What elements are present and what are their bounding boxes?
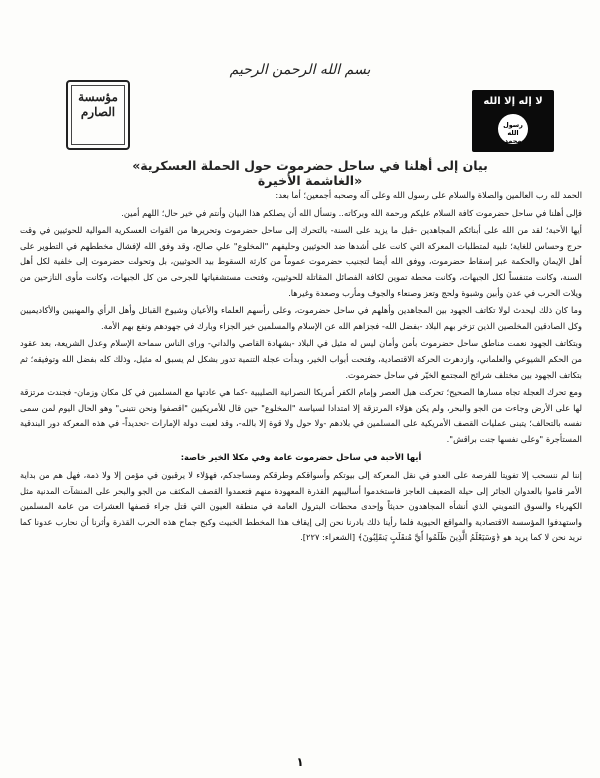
paragraph-7: إننا لم ننسحب إلا تفويتا للفرصة على العدو في نقل المعركة إلى بيوتكم وأسواقكم وطرقكم ومساجدكم، فهؤلاء لا يرقبون في مؤمن إلا ولا ذمة، فهل هم من بداية الأمر قاموا بالعدوان الجائر إلى حيلة الضعيف العاجز فاستخدموا أساليبهم القذرة المعهودة منهم فتعمدوا القصف المكثف من الجو والبحر على المنشآت المدنية مثل الكهرباء والسوق التمويني الذي أنشأه المجاهدون حديثاً وإحدى محطات البترول العامة في منطقة العيون التي قتل جراء قصفها العشرات من عامة المسلمين واستهدفوا المؤسسة الاقتصادية والمواقع الحيوية فلما رأينا ذلك بادرنا نحن إلى إيقاف هذا المخطط الخبيث وكبح جماح هذه الحرب القذرة وأثرنا أن نحارب عدونا كما نريد نحن لا كما يريد هو ﴿وَسَيَعْلَمُ الَّذِينَ ظَلَمُوا أَيَّ مُنقَلَبٍ يَنقَلِبُونَ﴾ [الشعراء: ٢٢٧]. xyxy=(20,470,582,543)
paragraph-2: فإلى أهلنا في ساحل حضرموت كافة السلام عليكم ورحمة الله وبركاته.. ونسأل الله أن يصلكم هذا البيان وأنتم في خير حال؛ اللهم أمين. xyxy=(121,207,582,218)
paragraph-4: وما كان ذلك ليحدث لولا تكاتف الجهود بين المجاهدين وأهلهم في ساحل حضرموت، وعلى رأسهم العلماء والأعيان وشيوخ القبائل وأهل الرأي والمهنيين والأكاديميين وكل الصادقين المخلصين الذين تزخر بهم البلاد -بفضل الله- فجزاهم الله عن الإسلام والمسلمين خير الجزاء وبارك في جهودهم ونفع بهم الأمة. xyxy=(20,305,582,331)
paragraph-3: أيها الأحبة؛ لقد من الله على أبنائكم المجاهدين -قبل ما يزيد على السنة- بالتحرك إلى ساحل حضرموت وتحريرها من القوات العسكرية الموالية للحوثيين في وقت حرج وحساس للغاية؛ تلبية لمتطلبات المعركة التي كانت على أشدها ضد الحوثيين وحليفهم "المخلوع" علي صالح، وقد وفق الله لإفشال مخططهم في التطوير على أهل الإيمان والحكمة عبر إسقاط حضرموت، ووفق الله أيضا لتجنيب حضرموت عموماً من كارثة السقوط بيد الحوثيين، بل وتحولت حضرموت إلى خلفية لكل أهل السنة، وكانت متنفساً لكل الجبهات، وكانت محطة تموين لكافة الفصائل المقاتلة للحوثيين، وفتحت مستشفياتها للجرحى من كل الجبهات، وكانت مأوى النازحين من ويلات الحرب في عدن وأبين وشبوة ولحج وتعز وصنعاء والجوف ومأرب وصعدة وغيرها. xyxy=(20,225,582,298)
section-subheading: أيها الأحبة في ساحل حضرموت عامة وفي مكلا الخير خاصة: xyxy=(180,451,422,462)
document-header xyxy=(0,0,600,150)
black-banner-logo xyxy=(472,90,554,152)
calligraphy-seal-logo xyxy=(66,80,130,150)
flag-circle-text: رسول الله محمد xyxy=(503,121,523,145)
seal-text: مؤسسة الصارم xyxy=(78,90,118,119)
paragraph-1: الحمد لله رب العالمين والصلاة والسلام على رسول الله وعلى آله وصحبه أجمعين؛ أما بعد: xyxy=(275,190,582,200)
statement-title: «بيان إلى أهلنا في ساحل حضرموت حول الحملة العسكرية الغاشمة الأخيرة» xyxy=(132,158,488,188)
statement-body xyxy=(20,188,582,548)
paragraph-5: وبتكاتف الجهود نعمت مناطق ساحل حضرموت بأمن وأمان ليس له مثيل في البلاد -بشهادة القاصي والداني- وراى الناس سماحة الإسلام وعدل الشريعة، بعد عقود من الحكم الشيوعي والعلماني، وازدهرت الحركة الاقتصادية، وفتحت أبواب الخير، وبدأت عجلة التنمية تدور بشكل لم يسبق له مثيل، وذلك كله بفضل الله وتوفيقه؛ ثم بتكاتف الجهود بين مختلف شرائح المجتمع الخيّر في ساحل حضرموت. xyxy=(20,338,582,380)
basmala-heading: بسم الله الرحمن الرحيم xyxy=(229,62,371,78)
flag-top-text: لا إله إلا الله xyxy=(483,96,543,107)
page-number: ١ xyxy=(296,755,304,769)
paragraph-6: ومع تحرك العجلة تجاه مسارها الصحيح؛ تحركت هبل العصر وإمام الكفر أمريكا النصرانية الصليبية -كما هي عادتها مع المسلمين في كل مكان وزمان- فجندت مرتزقة لها على الأرض وجاءت من الجو والبحر، ولم يكن هؤلاء المرتزقة إلا امتدادا لسياسة "المخلوع" حين قال للأمريكيين "اقصفوا ونحن نتبنى" وهو الحال اليوم لمن سمى نفسه بالتحالف؛ يتبنى عمليات القصف الأمريكية على المسلمين في بلادهم -ولا حول ولا قوة إلا بالله-، وقد لعبت دولة الإمارات -تحديداً- في هذه المعركة دور البندقية المستأجرة "وعلى نفسها جنت براقش". xyxy=(20,387,582,444)
